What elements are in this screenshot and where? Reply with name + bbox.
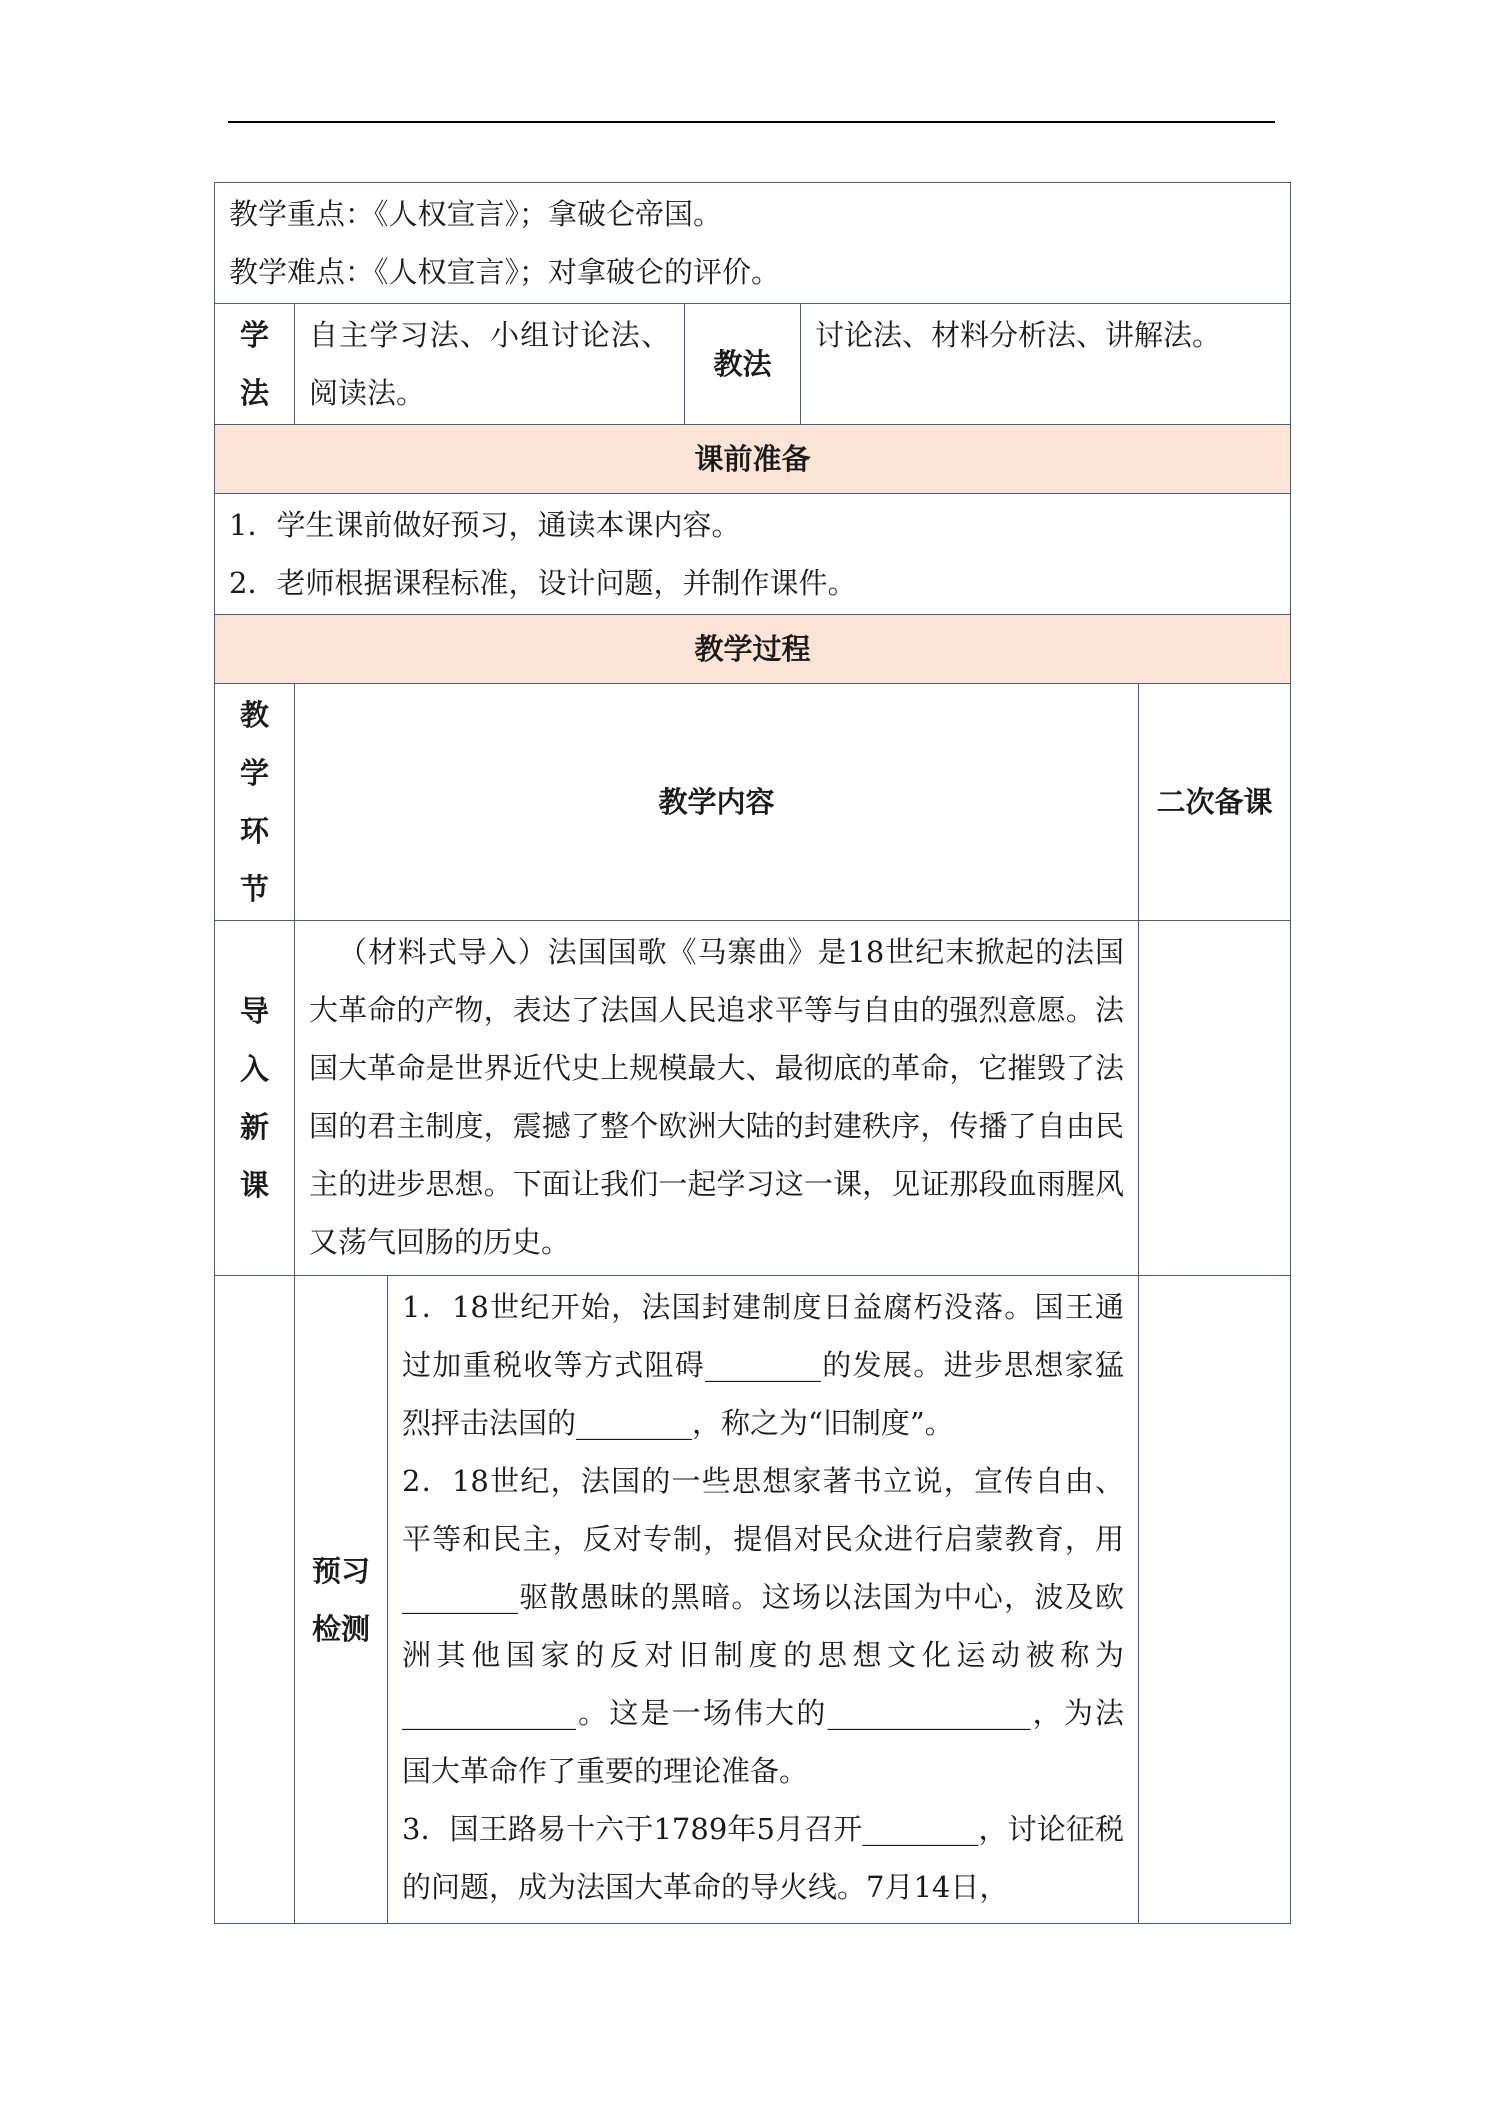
teach-method-text: 讨论法、材料分析法、讲解法。 xyxy=(801,304,1291,425)
prep-item: 2．老师根据课程标准，设计问题，并制作课件。 xyxy=(229,566,857,600)
teach-method-label: 教法 xyxy=(685,304,801,425)
preview-item: 3．国王路易十六于1789年5月召开________，讨论征税的问题，成为法国大革命的导火线。7月14日， xyxy=(402,1812,1124,1904)
lesson-plan-table xyxy=(214,182,1291,1924)
header-rule xyxy=(228,121,1275,123)
preview-content xyxy=(388,1276,1139,1924)
focus-cell xyxy=(215,183,1291,304)
key-points-text: 教学重点：《人权宣言》；拿破仑帝国。 xyxy=(229,197,723,231)
study-method-label: 学 法 xyxy=(215,304,295,425)
prep-item: 1．学生课前做好预习，通读本课内容。 xyxy=(229,508,741,542)
preview-notes xyxy=(1139,1276,1291,1924)
prep-items xyxy=(215,494,1291,615)
difficulties-text: 教学难点：《人权宣言》；对拿破仑的评价。 xyxy=(229,255,781,289)
process-heading: 教学过程 xyxy=(215,615,1291,684)
intro-notes xyxy=(1139,921,1291,1276)
preview-item: 1．18世纪开始，法国封建制度日益腐朽没落。国王通过加重税收等方式阻碍________的发展。进步思想家猛烈抨击法国的________，称之为“旧制度”。 xyxy=(402,1290,1124,1440)
intro-content: （材料式导入）法国国歌《马寨曲》是18世纪末掀起的法国大革命的产物，表达了法国人民追求平等与自由的强烈意愿。法国大革命是世界近代史上规模最大、最彻底的革命，它摧毁了法国的君主制度，震撼了整个欧洲大陆的封建秩序，传播了自由民主的进步思想。下面让我们一起学习这一课，见证那段血雨腥风又荡气回肠的历史。 xyxy=(295,921,1139,1276)
preview-stage-empty xyxy=(215,1276,295,1924)
prep-heading: 课前准备 xyxy=(215,425,1291,494)
preview-sub-label: 预习 检测 xyxy=(295,1276,388,1924)
stage-column-header: 教 学 环 节 xyxy=(215,684,295,921)
notes-column-header: 二次备课 xyxy=(1139,684,1291,921)
preview-item: 2．18世纪，法国的一些思想家著书立说，宣传自由、平等和民主，反对专制，提倡对民众进行启蒙教育，用________驱散愚昧的黑暗。这场以法国为中心，波及欧洲其他国家的反对旧制度的思想文化运动被称为____________。这是一场伟大的______________，为法国大革命作了重要的理论准备。 xyxy=(402,1464,1124,1788)
study-method-text: 自主学习法、小组讨论法、阅读法。 xyxy=(295,304,685,425)
content-column-header: 教学内容 xyxy=(295,684,1139,921)
intro-stage-label: 导 入 新 课 xyxy=(215,921,295,1276)
